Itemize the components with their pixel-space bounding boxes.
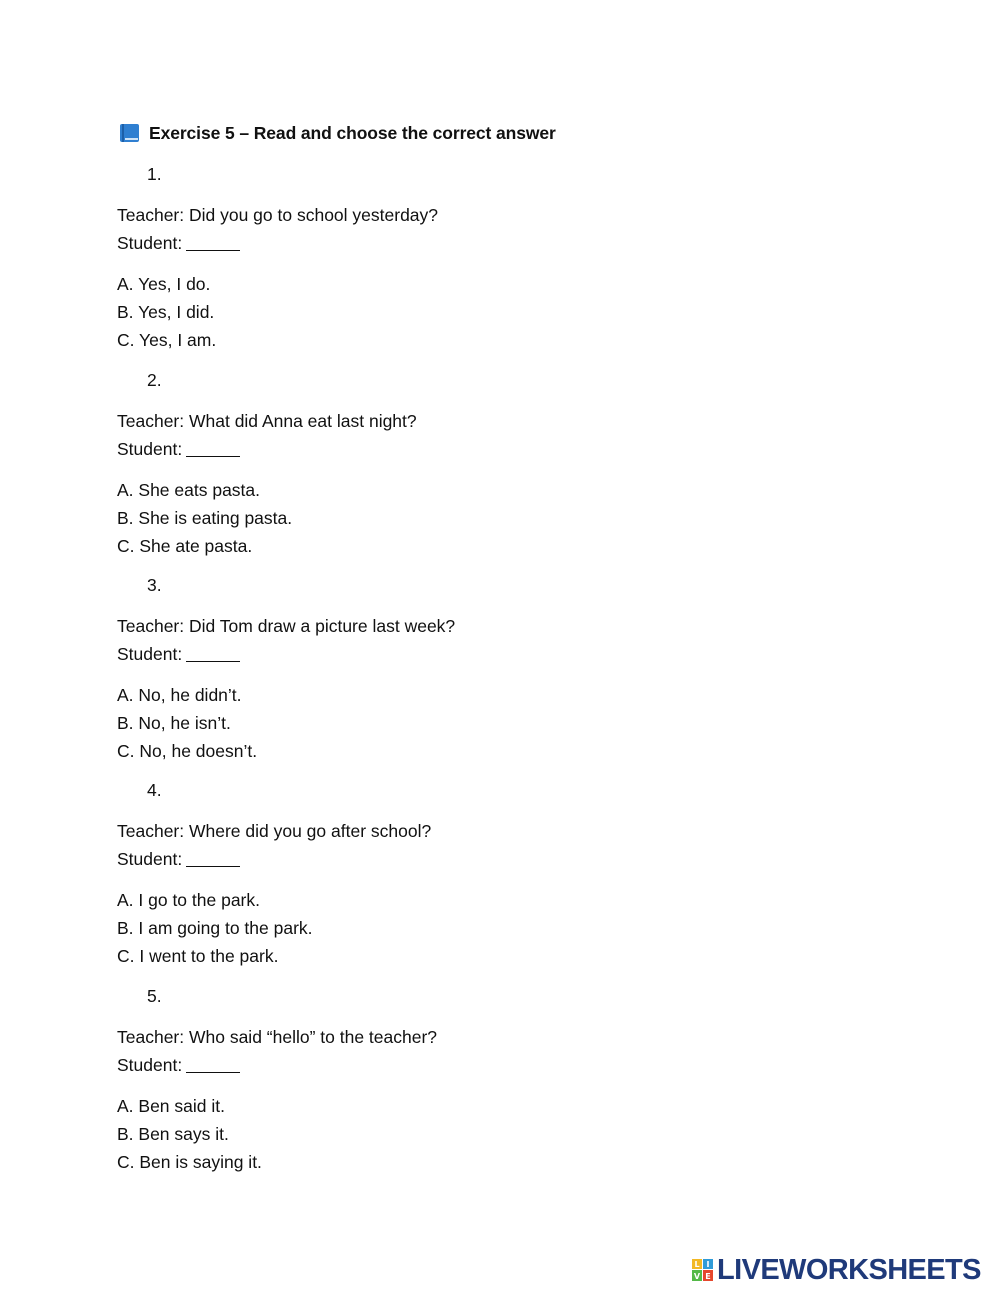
question-3 [117,571,817,765]
question-number: 2. [147,370,162,390]
teacher-line: Teacher: Who said “hello” to the teacher? [117,1027,438,1047]
option-c[interactable]: C. I went to the park. [117,946,279,966]
student-label: Student: [117,1055,183,1075]
student-line [117,435,817,463]
svg-text:E: E [705,1272,711,1281]
answer-blank[interactable] [186,438,240,457]
teacher-line: Teacher: Did you go to school yesterday? [117,205,439,225]
teacher-line: Teacher: Where did you go after school? [117,821,432,841]
exercise-header [119,120,556,146]
student-label: Student: [117,233,183,253]
student-line [117,640,817,668]
option-a[interactable]: A. I go to the park. [117,890,260,910]
student-label: Student: [117,644,183,664]
student-line [117,229,817,257]
question-1 [117,160,817,354]
option-c[interactable]: C. She ate pasta. [117,536,253,556]
question-5 [117,982,817,1176]
question-number: 3. [147,575,162,595]
blue-book-icon [119,123,141,143]
options-list [117,1092,817,1176]
student-line [117,845,817,873]
question-number: 1. [147,164,162,184]
answer-blank[interactable] [186,643,240,662]
option-b[interactable]: B. Ben says it. [117,1124,229,1144]
option-c[interactable]: C. Ben is saying it. [117,1152,262,1172]
question-number: 4. [147,780,162,800]
options-list [117,681,817,765]
option-c[interactable]: C. No, he doesn’t. [117,741,258,761]
option-a[interactable]: A. Ben said it. [117,1096,225,1116]
svg-text:L: L [694,1260,700,1269]
option-c[interactable]: C. Yes, I am. [117,330,217,350]
option-b[interactable]: B. She is eating pasta. [117,508,293,528]
question-4 [117,776,817,970]
logo-text: LIVEWORKSHEETS [717,1254,981,1286]
answer-blank[interactable] [186,1054,240,1073]
teacher-line: Teacher: What did Anna eat last night? [117,411,417,431]
student-label: Student: [117,849,183,869]
option-a[interactable]: A. She eats pasta. [117,480,261,500]
answer-blank[interactable] [186,848,240,867]
option-a[interactable]: A. No, he didn’t. [117,685,242,705]
options-list [117,270,817,354]
options-list [117,886,817,970]
svg-text:I: I [706,1260,710,1269]
live-blocks-icon [692,1257,714,1283]
option-b[interactable]: B. No, he isn’t. [117,713,231,733]
student-line [117,1051,817,1079]
teacher-line: Teacher: Did Tom draw a picture last week? [117,616,456,636]
svg-text:V: V [693,1272,701,1281]
options-list [117,476,817,560]
liveworksheets-logo[interactable] [692,1255,981,1285]
option-b[interactable]: B. Yes, I did. [117,302,215,322]
student-label: Student: [117,439,183,459]
answer-blank[interactable] [186,232,240,251]
question-number: 5. [147,986,162,1006]
question-2 [117,366,817,560]
exercise-title: Exercise 5 – Read and choose the correct answer [149,122,556,143]
option-b[interactable]: B. I am going to the park. [117,918,313,938]
option-a[interactable]: A. Yes, I do. [117,274,211,294]
